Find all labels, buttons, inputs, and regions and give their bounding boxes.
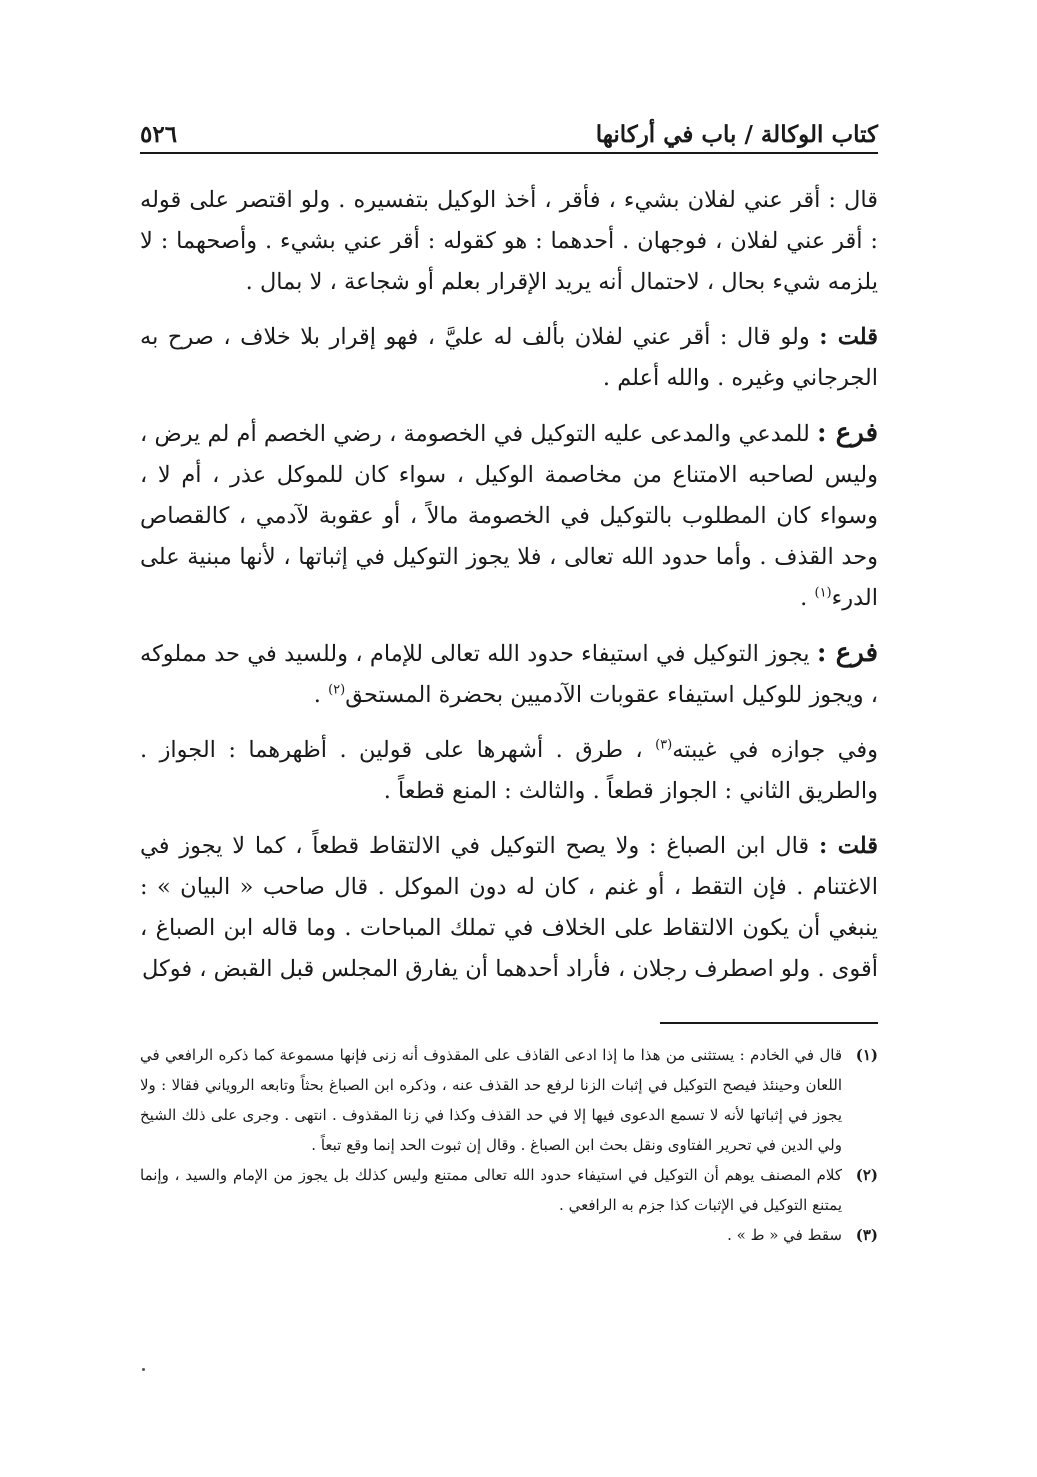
footnote-2-text: كلام المصنف يوهم أن التوكيل في استيفاء حدود الله تعالى ممتنع وليس كذلك بل يجوز من الإمام والسيد ، وإنما يمتنع التوكيل في الإثبات كذا جزم به الرافعي . bbox=[140, 1166, 842, 1214]
paragraph-4-text: يجوز التوكيل في استيفاء حدود الله تعالى للإمام ، وللسيد في حد مملوكه ، ويجوز للوكيل استيفاء عقوبات الآدميين بحضرة المستحق bbox=[140, 641, 878, 708]
paragraph-3-lead: فرع : bbox=[817, 418, 878, 448]
paragraph-4 bbox=[140, 633, 878, 716]
footnote-2-number: (٢) bbox=[855, 1166, 878, 1184]
running-title: كتاب الوكالة / باب في أركانها bbox=[595, 121, 878, 148]
footnotes-section bbox=[140, 1040, 878, 1250]
paragraph-4-lead: فرع : bbox=[816, 638, 879, 668]
footnote-1 bbox=[140, 1040, 878, 1160]
paragraph-2-lead: قلت : bbox=[819, 324, 878, 350]
paragraph-3-end: . bbox=[800, 585, 815, 611]
paragraph-6-lead: قلت : bbox=[818, 833, 878, 859]
paragraph-3 bbox=[140, 413, 878, 619]
paragraph-2-text: ولو قال : أقر عني لفلان بألف له عليَّ ، فهو إقرار بلا خلاف ، صرح به الجرجاني وغيره . والله أعلم . bbox=[140, 324, 878, 391]
scan-speck bbox=[142, 1368, 145, 1371]
footnote-ref-2[interactable]: (٢) bbox=[328, 682, 346, 698]
main-text bbox=[140, 180, 878, 1004]
paragraph-6 bbox=[140, 826, 878, 990]
paragraph-5-text: ، طرق . أشهرها على قولين . أظهرهما : الجواز . والطريق الثاني : الجواز قطعاً . والثالث : المنع قطعاً . bbox=[140, 737, 878, 804]
footnote-1-text: قال في الخادم : يستثنى من هذا ما إذا ادعى القاذف على المقذوف أنه زنى فإنها مسموعة كما ذكره الرافعي في اللعان وحينئذ فيصح التوكيل في إثبات الزنا لرفع حد القذف عنه ، وذكره ابن الصباغ بحثاً وتابعه الروياني فقالا : ولا يجوز في إثباتها لأنه لا تسمع الدعوى فيها إلا في حد القذف وكذا في زنا المقذوف . انتهى . وجرى على ذلك الشيخ ولي الدين في تحرير الفتاوى ونقل بحث ابن الصباغ . وقال إن ثبوت الحد إنما وقع تبعاً . bbox=[140, 1046, 842, 1154]
page-number: ٥٢٦ bbox=[140, 121, 178, 148]
paragraph-1 bbox=[140, 180, 878, 303]
paragraph-5-start: وفي جوازه في غيبته bbox=[672, 737, 879, 763]
footnote-3 bbox=[140, 1220, 878, 1250]
paragraph-1-text: قال : أقر عني لفلان بشيء ، فأقر ، أخذ الوكيل بتفسيره . ولو اقتصر على قوله : أقر عني لفلان ، فوجهان . أحدهما : هو كقوله : أقر عني بشيء . وأصحهما : لا يلزمه شيء بحال ، لاحتمال أنه يريد الإقرار بعلم أو شجاعة ، لا بمال . bbox=[140, 187, 878, 295]
footnote-ref-1[interactable]: (١) bbox=[814, 585, 832, 601]
paragraph-6-text: قال ابن الصباغ : ولا يصح التوكيل في الالتقاط قطعاً ، كما لا يجوز في الاغتنام . فإن التقط ، أو غنم ، كان له دون الموكل . قال صاحب « البيان » : ينبغي أن يكون الالتقاط على الخلاف في تملك المباحات . وما قاله ابن الصباغ ، أقوى . ولو اصطرف رجلان ، فأراد أحدهما أن يفارق المجلس قبل القبض ، فوكل bbox=[140, 833, 878, 982]
paragraph-5 bbox=[140, 730, 878, 812]
footnote-3-number: (٣) bbox=[855, 1226, 878, 1244]
paragraph-4-end: . bbox=[313, 682, 329, 708]
footnote-ref-3[interactable]: (٣) bbox=[655, 737, 673, 753]
footnote-3-text: سقط في « ط » . bbox=[727, 1226, 842, 1244]
footnote-1-number: (١) bbox=[855, 1046, 878, 1064]
paragraph-2 bbox=[140, 317, 878, 399]
page-header bbox=[140, 112, 878, 154]
paragraph-3-text: للمدعي والمدعى عليه التوكيل في الخصومة ، رضي الخصم أم لم يرض ، وليس لصاحبه الامتناع من مخاصمة الوكيل ، سواء كان للموكل عذر ، أم لا ، وسواء كان المطلوب بالتوكيل في الخصومة مالاً ، أو عقوبة لآدمي ، كالقصاص وحد القذف . وأما حدود الله تعالى ، فلا يجوز التوكيل في إثباتها ، لأنها مبنية على الدرء bbox=[140, 421, 878, 611]
footnote-divider bbox=[660, 1022, 878, 1024]
footnote-2 bbox=[140, 1160, 878, 1220]
